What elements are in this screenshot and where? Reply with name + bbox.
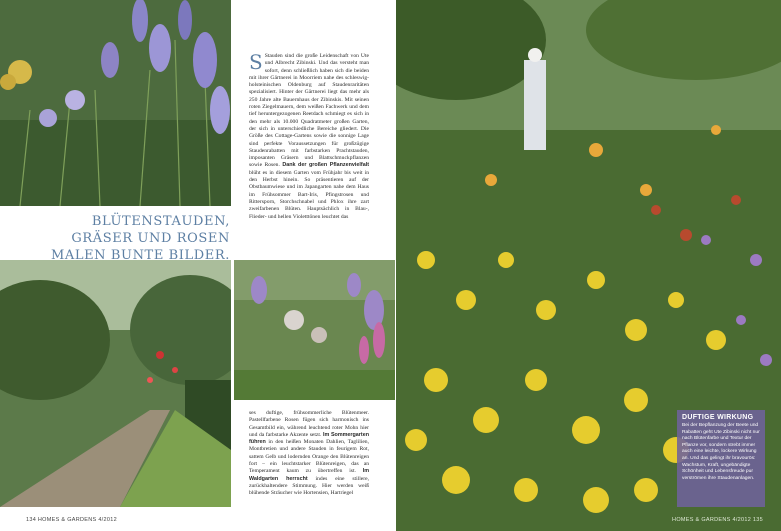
subhead-1: Dank der großen Pflanzenvielfalt: [282, 162, 369, 169]
body-paragraph-2: blüht es in diesem Garten vom Frühjahr bis weit in den Herbst hinein. So präsentieren auf der Obstbaumwiese und im Japangarten nahe dem Haus im Frühsommer Bart-Iris, Pfingstrosen und Rittersporn, Storchschnabel und Phlox ihre zart zweifarbenen Blüten. Hauptsächlich in Blau-, Flieder- und hellen Violetttönen leuchtet das: [249, 169, 369, 220]
body-paragraph-1: Stauden sind die große Leidenschaft von Ute und Albrecht Zibinski. Und das versteht man sofort, denn schließlich haben sich die beiden mit ihrer Gärtnerei in Moorriem nahe des schleswig-holsteinischen Oldenburg auf Staudenraritäten spezialisiert. Hinter der Gärtnerei liegt das mehr als 250 Jahre alte Bauernhaus der Zibinskis. Mit seinen roten Ziegelmauern, dem weißen Fachwerk und dem tief heruntergezogenen Reetdach schmiegt es sich in den mehr als 10.000 Quadratmeter großen Garten, der sich in unterschiedliche Bereiche gliedert. Die Größe des Cottage-Gartens sowie die sonnige Lage sind perfekte Voraussetzungen für großzügige Staudenrabatten mit farbstarken Prachtstauden, imposanten Gräsern und Blattschmuckpflanzen sowie Rosen.: [249, 53, 369, 169]
folio-right: HOMES & GARDENS 4/2012 135: [672, 517, 763, 523]
photo-garden-path: [0, 260, 231, 507]
body-paragraph-3: ses duftige, frühsommerliche Blütenmeer. Pastellfarbene Rosen fügen sich harmonisch ins Gesamtbild ein, während leuchtend roter Mohn hier und da farbstarke Akzente setzt.: [249, 410, 369, 438]
body-column-top: [249, 50, 369, 243]
drop-cap: S: [249, 50, 263, 74]
body-paragraph-5: indes eine stillere, zurückhaltendere Stimmung. Hier werden weiß blühende Sträucher wie Hortensien, Hartriegel: [249, 475, 369, 497]
subhead-2: Im Sommergarten führen: [249, 431, 369, 446]
folio-left: 134 HOMES & GARDENS 4/2012: [26, 517, 117, 523]
body-column-bottom: [249, 410, 369, 522]
info-box: [677, 410, 765, 507]
subhead-3: Im Waldgarten herrscht: [249, 468, 369, 482]
info-box-title: DUFTIGE WIRKUNG: [682, 414, 754, 421]
photo-alliums: [0, 0, 231, 206]
photo-perennial-bed: [234, 260, 395, 400]
info-box-text: Bei der Bepflanzung der Beete und Rabatten geht Ute Zibinski nicht nur nach Blütenfarbe und Textur der Pflanze vor, sondern strebt immer auch eine leichte, lockere Wirkung an. Und das gelingt ihr bravourös: Wachstum, Kraft, ungebändigte Schönheit und Lebensfreude pur verströmen ihre Staudenanlagen.: [682, 423, 760, 481]
headline: BLÜTENSTAUDEN, GRÄSER UND ROSEN MALEN BUNTE BILDER.: [50, 214, 230, 263]
body-paragraph-4: in den heißen Monaten Dahlien, Taglilien, Montbretien und andere Stauden in feurigem Rot, sattem Gelb und lodernden Orange den Blütenreigen fort – ein leuchtstarker Blütenreigen, das an Temperament kaum zu übertreffen ist.: [249, 439, 369, 475]
